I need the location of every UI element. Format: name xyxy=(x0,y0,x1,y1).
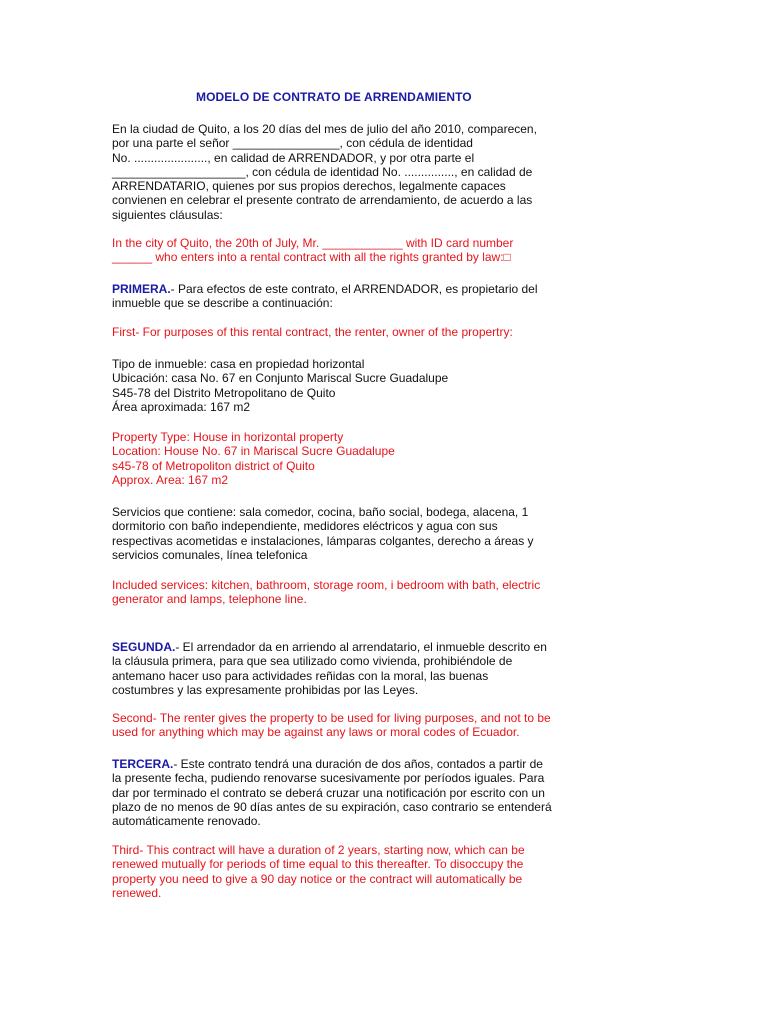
text-line: Approx. Area: 167 m2 xyxy=(112,472,229,487)
text-line: Included services: kitchen, bathroom, storage room, i bedroom with bath, electric xyxy=(112,578,541,592)
text-line: automáticamente renovado. xyxy=(112,814,261,829)
text-line: - Para efectos de este contrato, el ARRENDADOR, es propietario del xyxy=(170,282,538,296)
text-line: renewed. xyxy=(112,885,162,900)
text-line: ____________________, con cédula de identidad No. ..............., en calidad de xyxy=(112,164,533,179)
text-line: Third- This contract will have a duration of 2 years, starting now, which can be xyxy=(112,843,525,857)
text-line: Ubicación: casa No. 67 en Conjunto Mariscal Sucre Guadalupe xyxy=(112,371,449,386)
intro-paragraph-en xyxy=(112,236,564,265)
text-line: convienen en celebrar el presente contrato de arrendamiento, de acuerdo a las xyxy=(112,193,533,208)
clause-primera-en xyxy=(112,325,564,339)
text-line: por una parte el señor ________________, con cédula de identidad xyxy=(112,136,473,151)
text-line: ARRENDATARIO, quienes por sus propios derechos, legalmente capaces xyxy=(112,179,506,194)
text-line: Location: House No. 67 in Mariscal Sucre Guadalupe xyxy=(112,444,395,459)
text-line: renewed mutually for periods of time equal to this thereafter. To disoccupy the xyxy=(112,857,524,872)
clause-primera xyxy=(112,282,564,311)
clause-segunda-en xyxy=(112,711,564,740)
text-line: inmueble que se describe a continuación: xyxy=(112,296,333,311)
text-line: servicios comunales, línea telefonica xyxy=(112,547,308,562)
text-line: ______ who enters into a rental contract with all the rights granted by law:□ xyxy=(112,250,511,265)
text-line: En la ciudad de Quito, a los 20 días del mes de julio del año 2010, comparecen, xyxy=(112,122,537,136)
services-es xyxy=(112,505,564,562)
clause-tercera xyxy=(112,757,564,828)
text-line: - Este contrato tendrá una duración de dos años, contados a partir de xyxy=(173,757,543,771)
clause-tercera-en xyxy=(112,843,564,900)
text-line: la cláusula primera, para que sea utilizado como vivienda, prohibiéndole de xyxy=(112,654,513,669)
text-line: dormitorio con baño independiente, medidores eléctricos y agua con sus xyxy=(112,519,498,534)
text-line: dar por terminado el contrato se deberá cruzar una notificación por escrito con un xyxy=(112,785,545,800)
text-line: - El arrendador da en arriendo al arrendatario, el inmueble descrito en xyxy=(175,640,547,654)
intro-paragraph-es xyxy=(112,122,564,222)
text-line: plazo de no menos de 90 días antes de su expiración, caso contrario se entenderá xyxy=(112,799,552,814)
text-line: No. ......................, en calidad de ARRENDADOR, y por otra parte el xyxy=(112,150,475,165)
text-line: generator and lamps, telephone line. xyxy=(112,592,307,607)
text-line: Servicios que contiene: sala comedor, cocina, baño social, bodega, alacena, 1 xyxy=(112,505,529,519)
text-line: In the city of Quito, the 20th of July, Mr. ____________ with ID card number xyxy=(112,236,514,250)
text-line: antemano hacer uso para actividades reñidas con la moral, las buenas xyxy=(112,668,489,683)
property-details-en xyxy=(112,430,564,487)
clause-label: SEGUNDA. xyxy=(112,640,176,654)
clause-label: TERCERA. xyxy=(112,757,174,771)
text-line: Tipo de inmueble: casa en propiedad horizontal xyxy=(112,357,365,371)
text-line: Property Type: House in horizontal property xyxy=(112,430,344,444)
text-line: Second- The renter gives the property to be used for living purposes, and not to be xyxy=(112,711,551,725)
property-details-es xyxy=(112,357,564,414)
text-line: costumbres y las expresamente prohibidas por las Leyes. xyxy=(112,682,419,697)
text-line: First- For purposes of this rental contract, the renter, owner of the propertry: xyxy=(112,325,513,339)
text-line: siguientes cláusulas: xyxy=(112,207,223,222)
services-en xyxy=(112,578,564,607)
text-line: la presente fecha, pudiendo renovarse sucesivamente por períodos iguales. Para xyxy=(112,771,545,786)
text-line: respectivas acometidas e instalaciones, lámparas colgantes, derecho a áreas y xyxy=(112,533,534,548)
text-line: S45-78 del Distrito Metropolitano de Quito xyxy=(112,385,336,400)
text-line: Área aproximada: 167 m2 xyxy=(112,399,251,414)
clause-segunda xyxy=(112,640,564,697)
clause-label: PRIMERA. xyxy=(112,282,171,296)
text-line: property you need to give a 90 day notice or the contract will automatically be xyxy=(112,871,523,886)
text-line: used for anything which may be against any laws or moral codes of Ecuador. xyxy=(112,725,520,740)
text-line: s45-78 of Metropoliton district of Quito xyxy=(112,458,315,473)
document-title: MODELO DE CONTRATO DE ARRENDAMIENTO xyxy=(196,90,472,104)
